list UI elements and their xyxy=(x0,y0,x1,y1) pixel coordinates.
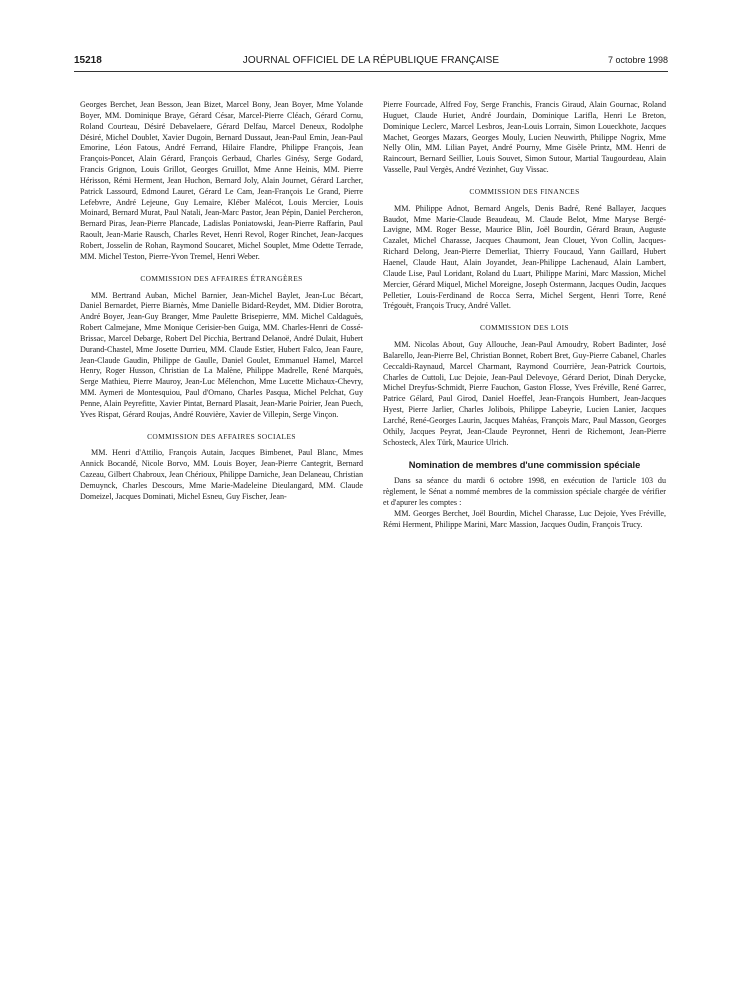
right-column xyxy=(383,100,666,531)
section-title-affaires-etrangeres: COMMISSION DES AFFAIRES ÉTRANGÈRES xyxy=(140,273,303,283)
nomination-member-list: MM. Georges Berchet, Joël Bourdin, Michel Charasse, Luc Dejoie, Yves Fréville, Rémi Herment, Philippe Marini, Marc Massion, Jacques Oudin, François Trucy. xyxy=(383,508,666,529)
nomination-heading: Nomination de membres d'une commission spéciale xyxy=(408,460,641,471)
member-list-affaires-etrangeres: MM. Bertrand Auban, Michel Barnier, Jean-Michel Baylet, Jean-Luc Bécart, Daniel Bernardet, Pierre Biarnès, Mme Danielle Bidard-Reydet, MM. Didier Borotra, André Boyer, Jean-Guy Branger, Mme Paulette Brisepierre, MM. Michel Caldaguès, Robert Calmejane, Mme Monique Cerisier-ben Guiga, MM. Charles-Henri de Cossé-Brissac, Marcel Debarge, Robert Del Picchia, Bertrand Delanoë, André Dulait, Hubert Durand-Chastel, Mme Josette Durrieu, MM. Claude Estier, Hubert Falco, Jean Faure, Jean-Claude Gaudin, Philippe de Gaulle, Daniel Goulet, Emmanuel Hamel, Marcel Henry, Roger Husson, Christian de La Malène, Philippe Madrelle, René Marquès, Serge Mathieu, Pierre Mauroy, Jean-Luc Mélenchon, Mme Lucette Michaux-Chevry, MM. Aymeri de Montesquiou, Paul d'Ornano, Charles Pasqua, Michel Pelchat, Guy Penne, Alain Peyrefitte, Xavier Pintat, Bernard Plasait, Jean-Marie Poirier, Jean Puech, Yves Rispat, Gérard Roujas, André Rouvière, Xavier de Villepin, Serge Vinçon. xyxy=(80,290,363,419)
section-title-lois: COMMISSION DES LOIS xyxy=(480,323,569,333)
header-rule xyxy=(74,71,668,72)
section-title-affaires-sociales: COMMISSION DES AFFAIRES SOCIALES xyxy=(147,431,296,441)
member-list-finances: MM. Philippe Adnot, Bernard Angels, Denis Badré, René Ballayer, Jacques Baudot, Mme Marie-Claude Beaudeau, M. Claude Belot, Mme Maryse Bergé-Lavigne, MM. Roger Besse, Maurice Blin, Joël Bourdin, Gérard Braun, Auguste Cazalet, Michel Charasse, Jacques Chaumont, Jean Clouet, Yvon Collin, Jacques-Richard Delong, Jean-Pierre Demerliat, Thierry Foucaud, Yann Gaillard, Hubert Haenel, Claude Haut, Alain Joyandet, Jean-Philippe Lachenaud, Alain Lambert, Claude Lise, Paul Loridant, Roland du Luart, Philippe Marini, Marc Massion, Michel Mercier, Gérard Miquel, Michel Moreigne, Joseph Ostermann, Jacques Oudin, Jacques Pelletier, Louis-Ferdinand de Rocca Serra, Michel Sergent, Henri Torre, René Trégouët, François Trucy, André Vallet. xyxy=(383,203,666,311)
journal-title: JOURNAL OFFICIEL DE LA RÉPUBLIQUE FRANÇAISE xyxy=(242,55,500,66)
page-header xyxy=(74,55,668,71)
page-number: 15218 xyxy=(74,55,102,66)
section-title-finances: COMMISSION DES FINANCES xyxy=(469,186,580,196)
nomination-paragraph: Dans sa séance du mardi 6 octobre 1998, en exécution de l'article 103 du règlement, le Sénat a nommé membres de la commission spéciale chargée de vérifier et d'apurer les comptes : xyxy=(383,476,666,507)
member-list-affaires-sociales: MM. Henri d'Attilio, François Autain, Jacques Bimbenet, Paul Blanc, Mmes Annick Bocandé, Nicole Borvo, MM. Louis Boyer, Jean-Pierre Cantegrit, Bernard Cazeau, Gilbert Chabroux, Jean Chérioux, Philippe Darniche, Jean Delaneau, Christian Demuynck, Charles Descours, Mme Marie-Madeleine Dieulangard, MM. Claude Domeizel, Jacques Dominati, Michel Esneu, Guy Fischer, Jean- xyxy=(80,448,363,501)
member-list-lois: MM. Nicolas About, Guy Allouche, Jean-Paul Amoudry, Robert Badinter, José Balarello, Jean-Pierre Bel, Christian Bonnet, Robert Bret, Guy-Pierre Cabanel, Charles Ceccaldi-Raynaud, Marcel Charmant, Raymond Courrière, Jean-Patrick Courtois, Charles de Cuttoli, Luc Dejoie, Jean-Paul Delevoye, Gérard Deriot, Dinah Derycke, Michel Dreyfus-Schmidt, Pierre Fauchon, Gaston Flosse, Yves Fréville, René Garrec, Patrice Gélard, Paul Girod, Daniel Hoeffel, Jean-François Humbert, Jean-Jacques Hyest, Pierre Jarlier, Charles Jolibois, Philippe Labeyrie, Lucien Lanier, Jacques Larché, René-Georges Laurin, Jacques Mahéas, François Marc, Paul Masson, Georges Othily, Jacques Peyrat, Jean-Claude Peyronnet, Henri de Richemont, Jean-Pierre Schosteck, Alex Türk, Maurice Ulrich. xyxy=(383,340,666,447)
publication-date: 7 octobre 1998 xyxy=(607,55,668,65)
member-list-continued: Georges Berchet, Jean Besson, Jean Bizet, Marcel Bony, Jean Boyer, Mme Yolande Boyer, MM. Dominique Braye, Gérard César, Marcel-Pierre Cléach, Gérard Cornu, Roland Courteau, Désiré Debavelaere, Gérard Delfau, Marcel Deneux, Rodolphe Désiré, Michel Doublet, Xavier Dugoin, Bernard Dussaut, Jean-Paul Emin, Jean-Paul Emorine, Léon Fatous, André Ferrand, Hilaire Flandre, Philippe François, Jean François-Poncet, Alain Gérard, François Gerbaud, Charles Ginésy, Serge Godard, Francis Grignon, Louis Grillot, Georges Gruillot, Mme Anne Heinis, MM. Pierre Hérisson, Rémi Herment, Jean Huchon, Bernard Joly, Alain Journet, Gérard Larcher, Patrick Lassourd, Edmond Lauret, Gérard Le Cam, Jean-François Le Grand, Pierre Lefebvre, André Lejeune, Guy Lemaire, Kléber Malécot, Louis Mercier, Louis Moinard, Bernard Murat, Paul Natali, Jean-Marc Pastor, Jean Pépin, Daniel Percheron, Bernard Piras, Jean-Pierre Plancade, Ladislas Poniatowski, Jean-Pierre Raffarin, Paul Raoult, Jean-Marie Rausch, Charles Revet, Henri Revol, Roger Rinchet, Jean-Jacques Robert, Josselin de Rohan, Raymond Soucaret, Michel Souplet, Mme Odette Terrade, MM. Michel Teston, Pierre-Yvon Tremel, Henri Weber. xyxy=(80,100,363,261)
left-column xyxy=(80,100,363,503)
member-list-affaires-sociales-continued: Pierre Fourcade, Alfred Foy, Serge Franchis, Francis Giraud, Alain Gournac, Roland Huguet, Claude Huriet, André Jourdain, Dominique Larifla, Henri Le Breton, Dominique Leclerc, Marcel Lesbros, Jean-Louis Lorrain, Simon Loueckhote, Jacques Machet, Georges Mazars, Georges Mouly, Lucien Neuwirth, Philippe Nogrix, Mme Nelly Olin, MM. Lilian Payet, André Pourny, Mme Gisèle Printz, MM. Henri de Raincourt, Bernard Seillier, Louis Souvet, Simon Sutour, Martial Taugourdeau, Alain Vasselle, Paul Vergès, André Vezinhet, Guy Vissac. xyxy=(383,100,666,175)
